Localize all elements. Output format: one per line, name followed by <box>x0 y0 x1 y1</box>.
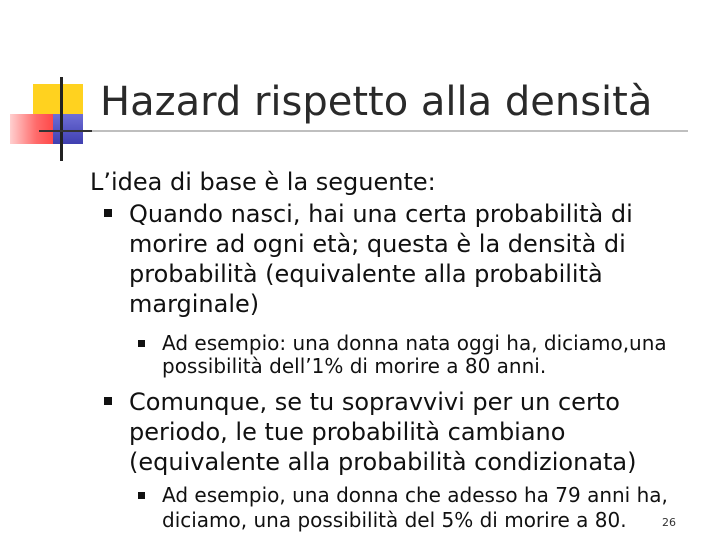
decor-blue-square <box>53 114 83 144</box>
bullet-1-line-2: morire ad ogni età; questa è la densità di <box>129 230 626 258</box>
bullet-icon <box>104 209 112 217</box>
bullet-2-sub-line-2: diciamo, una possibilità del 5% di morire a 80. <box>162 508 627 532</box>
decor-horizontal-line <box>39 130 94 132</box>
sub-bullet-icon <box>138 492 145 499</box>
page-number: 26 <box>662 516 676 529</box>
slide-title: Hazard rispetto alla densità <box>100 79 653 125</box>
sub-bullet-icon <box>138 340 145 347</box>
bullet-icon <box>104 397 112 405</box>
bullet-2-sub-line-1: Ad esempio, una donna che adesso ha 79 anni ha, <box>162 483 668 507</box>
decor-red-bar <box>10 114 58 144</box>
bullet-2-line-2: periodo, le tue probabilità cambiano <box>129 418 566 446</box>
bullet-1-line-3: probabilità (equivalente alla probabilità <box>129 260 603 288</box>
bullet-1-line-1: Quando nasci, hai una certa probabilità di <box>129 200 633 228</box>
intro-text: L’idea di base è la seguente: <box>90 168 436 196</box>
bullet-1-sub-line-2: possibilità dell’1% di morire a 80 anni. <box>162 354 547 378</box>
title-underline <box>92 130 688 132</box>
bullet-1-line-4: marginale) <box>129 290 260 318</box>
bullet-2-line-1: Comunque, se tu sopravvivi per un certo <box>129 388 620 416</box>
bullet-1-sub-line-1: Ad esempio: una donna nata oggi ha, diciamo,una <box>162 331 667 355</box>
decor-vertical-line <box>60 77 63 161</box>
bullet-2-line-3: (equivalente alla probabilità condizionata) <box>129 448 637 476</box>
